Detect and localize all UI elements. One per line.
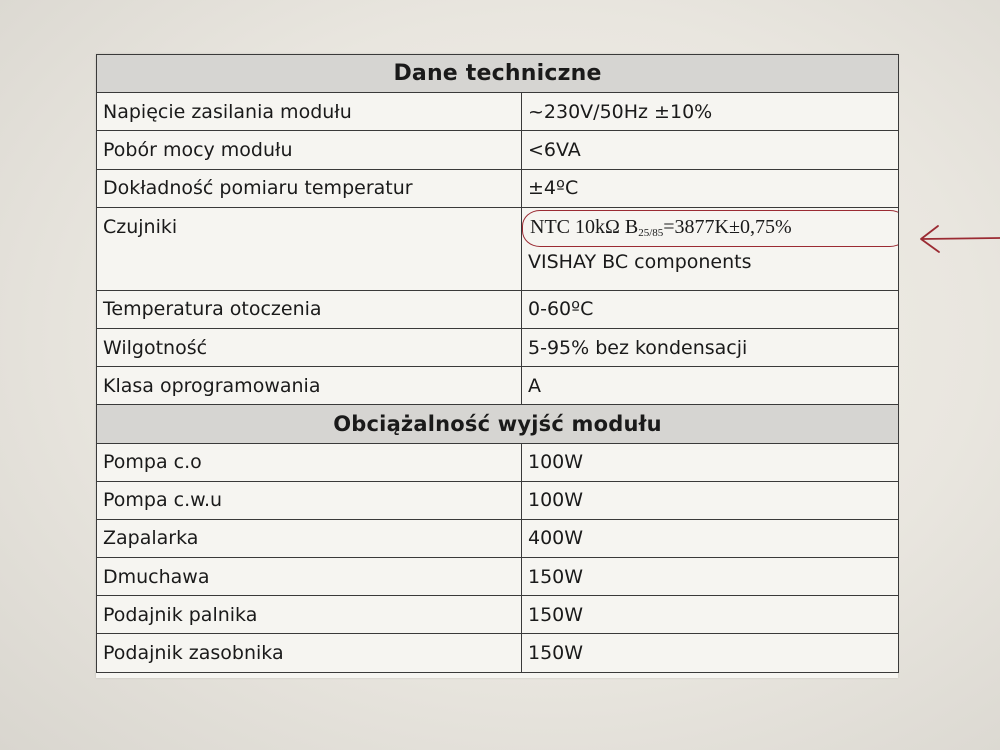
row-value: 150W [522, 596, 899, 634]
sensor-manufacturer: VISHAY BC components [528, 250, 752, 273]
row-label: Temperatura otoczenia [97, 290, 522, 328]
table-row [97, 596, 899, 634]
table-row [97, 131, 899, 169]
row-label: Dmuchawa [97, 558, 522, 596]
row-value: 400W [522, 519, 899, 557]
row-value: 100W [522, 443, 899, 481]
row-value: 5-95% bez kondensacji [522, 328, 899, 366]
row-label: Dokładność pomiaru temperatur [97, 169, 522, 207]
table-row [97, 93, 899, 131]
sensor-spec-subscript: 25/85 [638, 226, 664, 239]
sensor-value-cell [522, 207, 899, 290]
row-label: Napięcie zasilania modułu [97, 93, 522, 131]
section-header-cell [97, 55, 899, 93]
row-label: Zapalarka [97, 519, 522, 557]
row-label: Podajnik palnika [97, 596, 522, 634]
table-row [97, 634, 899, 672]
table-row [97, 328, 899, 366]
row-label: Czujniki [97, 207, 522, 290]
row-value: 100W [522, 481, 899, 519]
row-value: 0-60ºC [522, 290, 899, 328]
row-value: <6VA [522, 131, 899, 169]
row-label: Pompa c.o [97, 443, 522, 481]
row-value: A [522, 367, 899, 405]
table-row [97, 290, 899, 328]
sensor-spec-prefix: NTC 10kΩ B [530, 215, 639, 238]
document-page [96, 54, 898, 678]
section-header-row [97, 405, 899, 443]
sensor-spec-suffix: =3877K±0,75% [663, 215, 792, 238]
row-label: Klasa oprogramowania [97, 367, 522, 405]
section-header-cell [97, 405, 899, 443]
section-title-output-load: Obciążalność wyjść modułu [333, 411, 662, 436]
section-header-row [97, 55, 899, 93]
table-row [97, 558, 899, 596]
row-label: Pompa c.w.u [97, 481, 522, 519]
row-value: 150W [522, 634, 899, 672]
row-value: ±4ºC [522, 169, 899, 207]
arrow-left-icon [918, 222, 1000, 258]
table-row [97, 169, 899, 207]
row-label: Wilgotność [97, 328, 522, 366]
row-label: Pobór mocy modułu [97, 131, 522, 169]
sensor-row [97, 207, 899, 290]
table-row [97, 519, 899, 557]
row-value: 150W [522, 558, 899, 596]
sensor-spec-circled [528, 216, 898, 239]
row-label: Podajnik zasobnika [97, 634, 522, 672]
row-value: ~230V/50Hz ±10% [522, 93, 899, 131]
table-row [97, 481, 899, 519]
technical-data-table [96, 54, 899, 673]
table-row [97, 367, 899, 405]
section-title-technical-data: Dane techniczne [393, 61, 602, 87]
table-row [97, 443, 899, 481]
